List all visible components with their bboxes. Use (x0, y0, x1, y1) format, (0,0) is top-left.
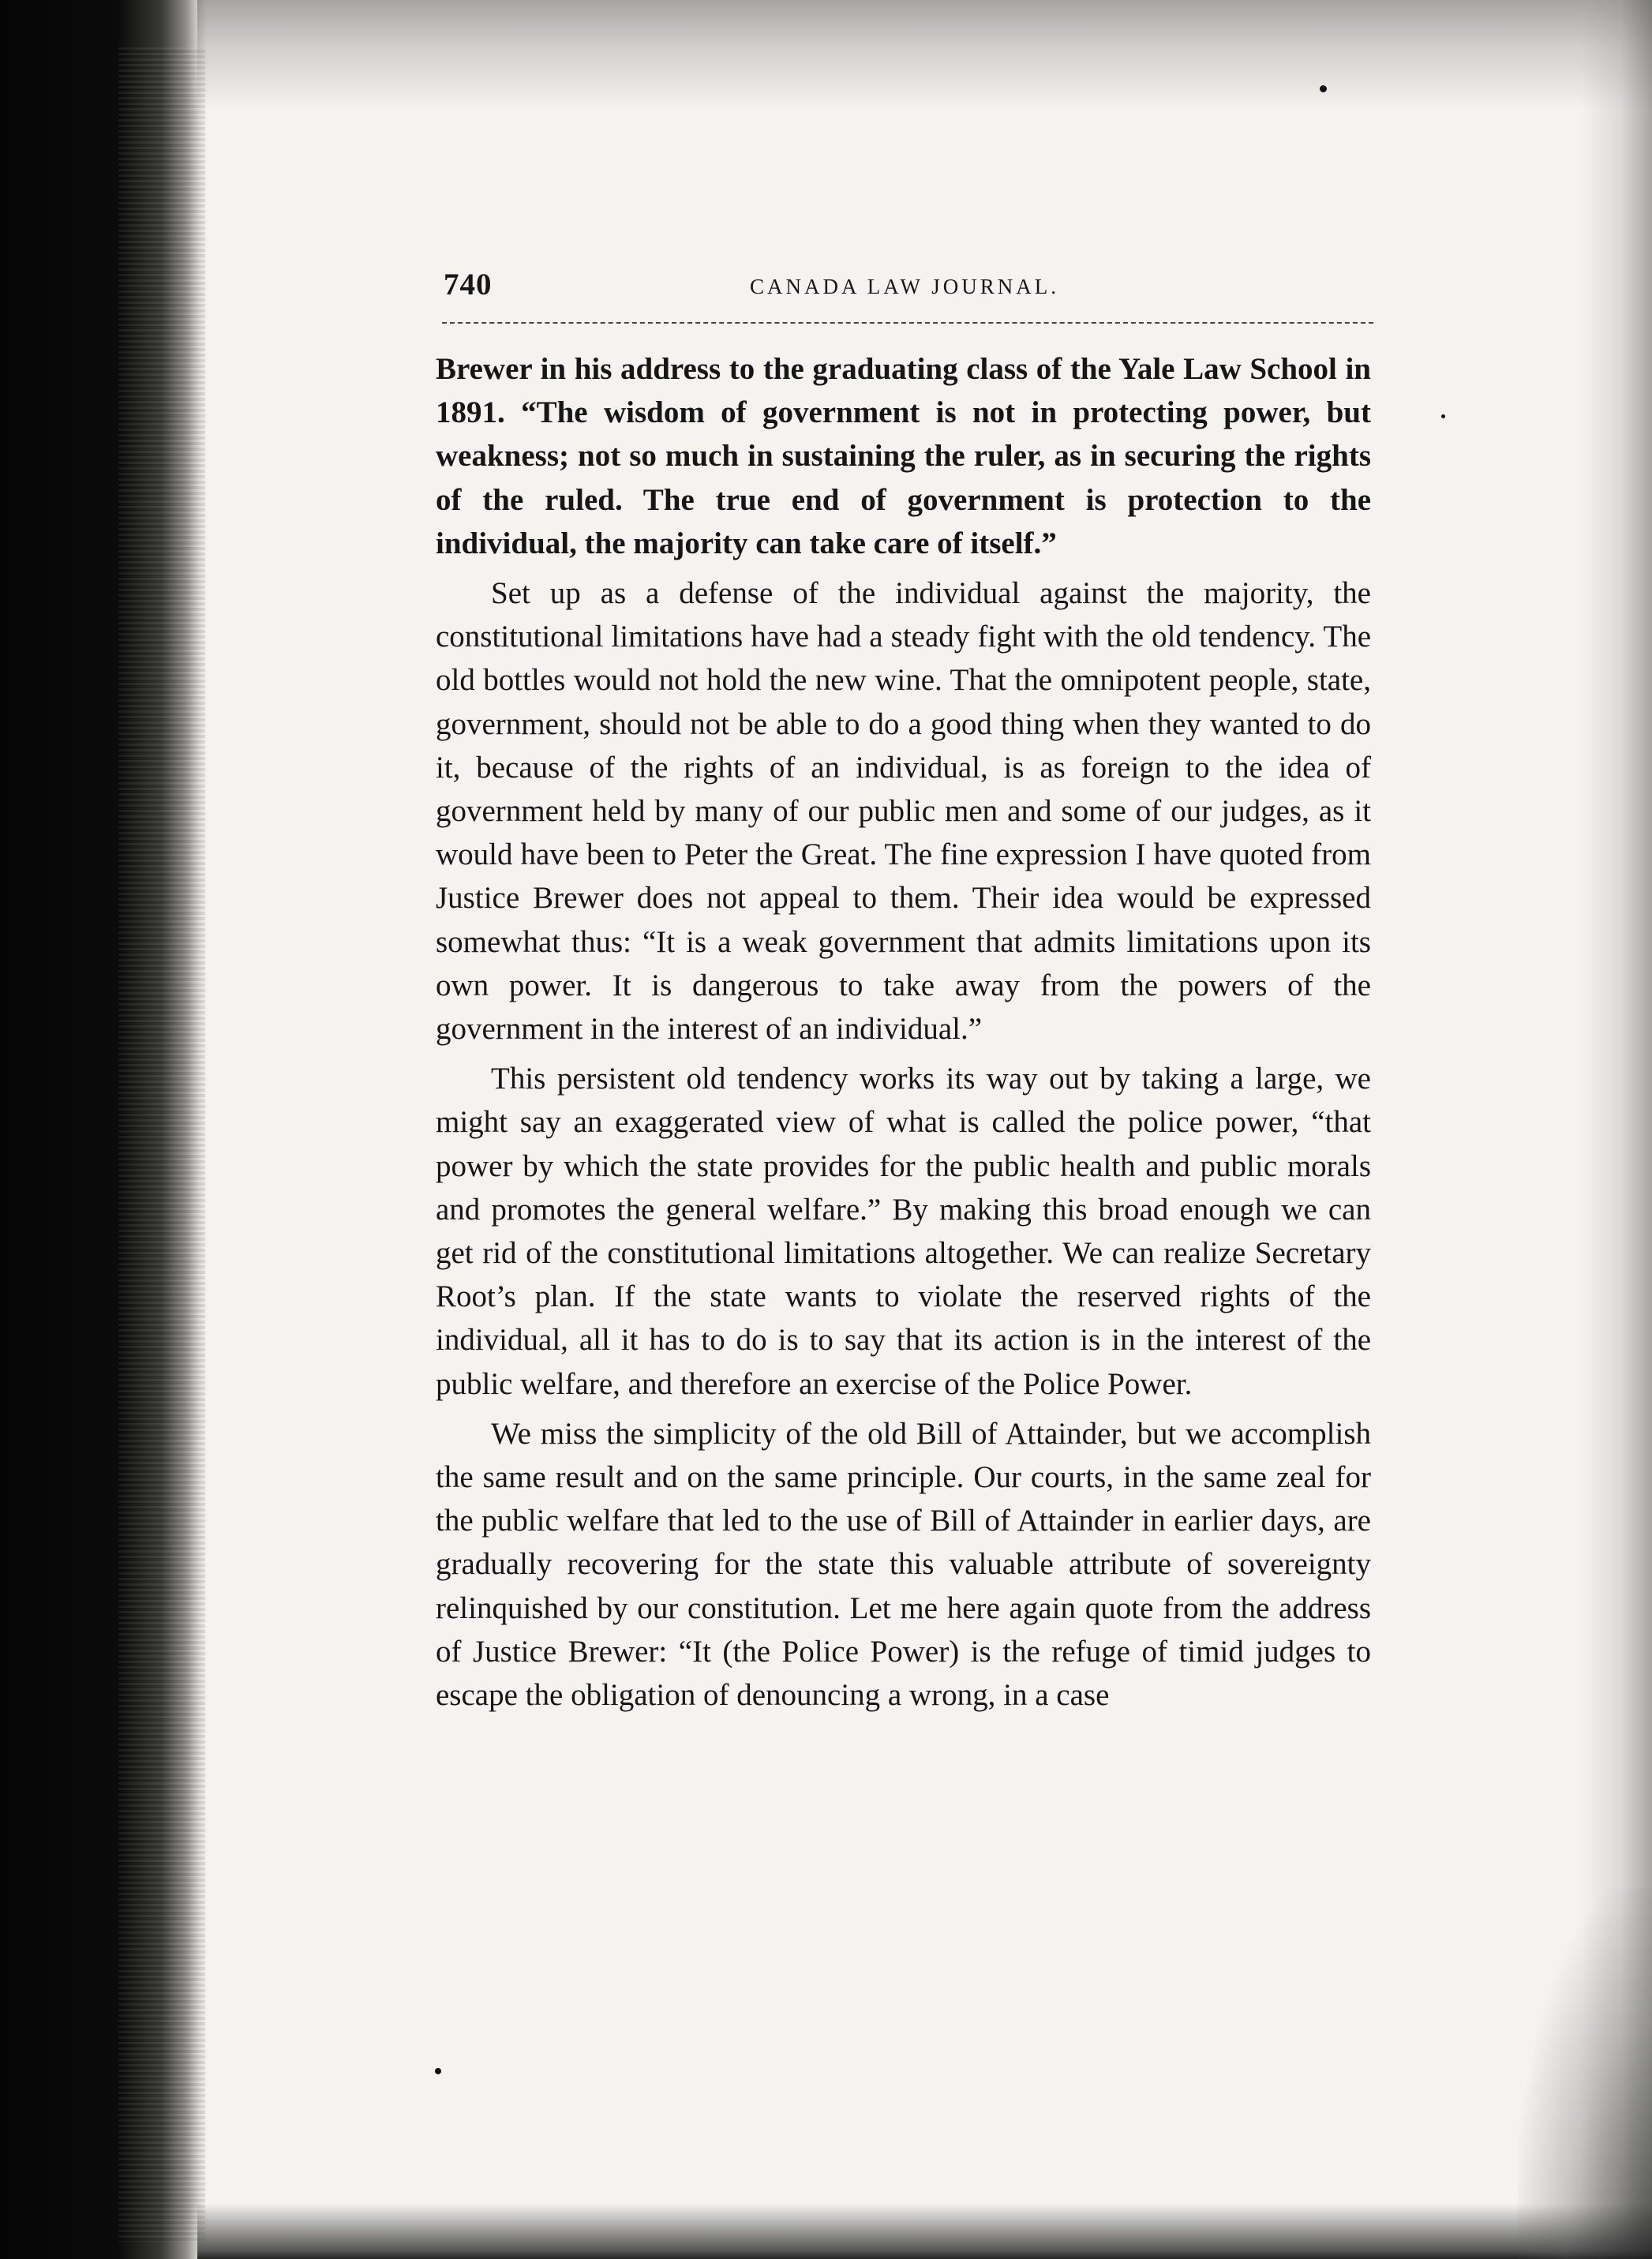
paragraph: Set up as a defense of the individual against the majority, the constitutional limitations have had a steady fight with the old tendency. The old bottles would not hold the new wine. That the omnipotent people, state, government, should not be able to do a good thing when they wanted to do it, because of the rights of an individual, is as foreign to the idea of government held by many of our public men and some of our judges, as it would have been to Peter the Great. The fine expression I have quoted from Justice Brewer does not appeal to them. Their idea would be expressed somewhat thus: “It is a weak government that admits limitations upon its own power. It is dangerous to take away from the powers of the government in the interest of an individual.” (436, 576, 1371, 1047)
binding-speckle (118, 47, 205, 2242)
paragraph: Brewer in his address to the graduating class of the Yale Law School in 1891. “The wisdom of government is not in protecting power, but weakness; not so much in sustaining the ruler, as in securing the rights of the ruled. The true end of government is protection to the individual, the majority can take care of itself.” (436, 352, 1371, 560)
page-header (436, 267, 1373, 314)
speck-mark (435, 2068, 441, 2074)
page-number: 740 (444, 268, 493, 302)
header-rule (442, 322, 1373, 324)
corner-smudge (1518, 1888, 1652, 2259)
running-title: CANADA LAW JOURNAL. (749, 275, 1060, 298)
speck-mark (1320, 85, 1327, 92)
paragraph: We miss the simplicity of the old Bill of Attainder, but we accomplish the same result and on the same principle. Our courts, in the same zeal for the public welfare that led to the use of Bill of Attainder in earlier days, are gradually recovering for the state this valuable attribute of sovereignty relinquished by our constitution. Let me here again quote from the address of Justice Brewer: “It (the Police Power) is the refuge of timid judges to escape the obligation of denouncing a wrong, in a case (436, 1416, 1371, 1713)
paragraph: This persistent old tendency works its way out by taking a large, we might say an exaggerated view of what is called the police power, “that power by which the state provides for the public health and public morals and promotes the general welfare.” By making this broad enough we can get rid of the constitutional limitations altogether. We can realize Secretary Root’s plan. If the state wants to violate the reserved rights of the individual, all it has to do is to say that its action is in the interest of the public welfare, and therefore an exercise of the Police Power. (436, 1062, 1371, 1401)
speck-mark (1441, 414, 1445, 418)
top-edge-noise (197, 0, 1652, 111)
body-text (436, 347, 1371, 1717)
bottom-edge-shadow (197, 2204, 1652, 2259)
